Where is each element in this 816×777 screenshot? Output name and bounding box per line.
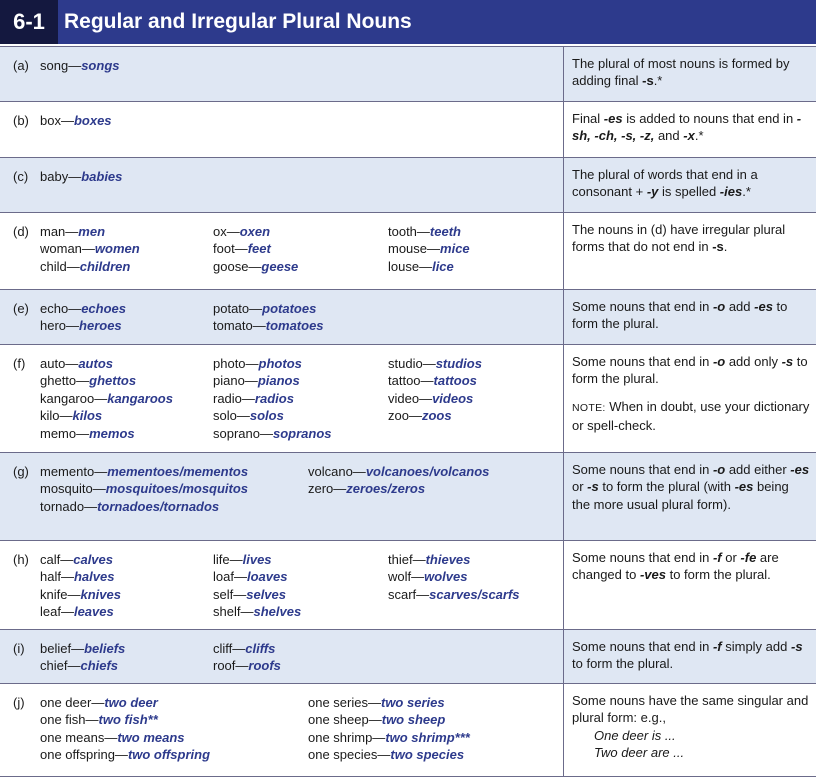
explanation-emphasis: -fe xyxy=(740,550,757,565)
plural-form: feet xyxy=(247,241,271,257)
singular-form: half— xyxy=(40,569,74,585)
plural-form: studios xyxy=(435,356,482,371)
row-label: (i) xyxy=(13,641,25,656)
singular-form: calf— xyxy=(40,552,74,567)
plural-form: mice xyxy=(440,241,470,257)
example-pair xyxy=(40,258,140,275)
singular-form: life— xyxy=(213,552,243,567)
example-pair xyxy=(388,355,482,372)
row-label: (c) xyxy=(13,169,29,184)
plural-form: tomatoes xyxy=(265,318,324,334)
plural-form: knives xyxy=(80,586,121,602)
singular-form: shelf— xyxy=(213,604,254,620)
example-column xyxy=(213,640,281,675)
explanation-emphasis: -es xyxy=(754,299,773,314)
singular-form: wolf— xyxy=(388,569,425,585)
example-pair xyxy=(40,390,173,407)
example-pair xyxy=(40,498,248,515)
plural-form: selves xyxy=(246,586,286,602)
example-pair xyxy=(388,390,482,407)
explanation-text: Some nouns that end in -o add either -es or -s to form the plural (with -es being the more usual plural form). xyxy=(572,462,810,512)
singular-form: tattoo— xyxy=(388,373,434,389)
singular-form: cliff— xyxy=(213,641,246,656)
example-pair xyxy=(40,729,210,746)
explanation-text: The nouns in (d) have irregular plural forms that do not end in -s. xyxy=(572,222,786,255)
example-column xyxy=(40,463,248,515)
example-pair xyxy=(40,480,248,497)
example-pair xyxy=(40,711,210,728)
chart-header xyxy=(0,0,816,44)
example-pair xyxy=(213,355,332,372)
example-pair xyxy=(388,223,470,240)
singular-form: mosquito— xyxy=(40,481,106,497)
singular-form: tooth— xyxy=(388,224,430,239)
plural-form: lives xyxy=(242,552,272,567)
singular-form: foot— xyxy=(213,241,248,257)
example-pair xyxy=(40,568,121,585)
example-column xyxy=(213,551,301,621)
explanation xyxy=(572,298,810,333)
example-column xyxy=(388,355,482,425)
table-row xyxy=(0,452,816,540)
example-pair xyxy=(213,300,324,317)
singular-form: song— xyxy=(40,58,82,73)
plural-form: sopranos xyxy=(272,425,332,441)
explanation xyxy=(572,638,810,673)
explanation-emphasis: -o xyxy=(712,299,726,314)
column-divider xyxy=(563,345,564,452)
singular-form: memo— xyxy=(40,425,90,441)
example-column xyxy=(40,300,126,335)
plural-form: pianos xyxy=(257,373,300,389)
example-pair xyxy=(40,317,126,334)
singular-form: loaf— xyxy=(213,569,247,585)
plural-form: oxen xyxy=(239,224,271,239)
plural-form: women xyxy=(94,241,140,257)
singular-form: louse— xyxy=(388,258,433,274)
example-column xyxy=(213,355,332,442)
example-pair xyxy=(40,168,122,185)
plural-form: two means xyxy=(117,729,185,745)
explanation xyxy=(572,549,810,584)
example-pair xyxy=(40,586,121,603)
column-divider xyxy=(563,213,564,289)
example-pair xyxy=(213,657,281,674)
example-pair xyxy=(40,355,173,372)
singular-form: one offspring— xyxy=(40,747,128,763)
plural-form: scarves/scarfs xyxy=(429,586,520,602)
singular-form: potato— xyxy=(213,301,263,316)
singular-form: kilo— xyxy=(40,408,73,424)
singular-form: solo— xyxy=(213,408,250,424)
singular-form: ox— xyxy=(213,224,240,239)
explanation xyxy=(572,461,810,513)
explanation-emphasis: -s xyxy=(587,479,599,495)
explanation xyxy=(572,166,810,201)
example-column xyxy=(308,694,470,764)
plural-form: wolves xyxy=(424,569,468,585)
column-divider xyxy=(563,630,564,683)
explanation-text: The plural of most nouns is formed by adding final -s.* xyxy=(572,56,790,89)
singular-form: tornado— xyxy=(40,498,98,514)
plural-form: echoes xyxy=(81,301,127,316)
example-column xyxy=(40,694,210,764)
example-pair xyxy=(40,300,126,317)
explanation-emphasis: -y xyxy=(646,184,659,200)
explanation xyxy=(572,221,810,256)
row-label: (e) xyxy=(13,301,29,316)
example-pair xyxy=(213,551,301,568)
plural-form: memos xyxy=(89,425,135,441)
singular-form: kangaroo— xyxy=(40,390,108,406)
example-pair xyxy=(388,551,520,568)
example-pair xyxy=(213,390,332,407)
row-label: (b) xyxy=(13,113,29,128)
example-column xyxy=(40,57,120,74)
explanation-example: Two deer are ... xyxy=(594,745,685,761)
singular-form: roof— xyxy=(213,658,249,674)
singular-form: radio— xyxy=(213,390,255,406)
example-pair xyxy=(213,425,332,442)
plural-form: loaves xyxy=(246,569,288,585)
explanation-text: Some nouns that end in -o add -es to form the plural. xyxy=(572,299,788,332)
plural-form: teeth xyxy=(429,224,461,239)
column-divider xyxy=(563,47,564,101)
footnote-mark: *** xyxy=(454,729,470,745)
explanation-emphasis: -es xyxy=(790,462,810,477)
explanation-text: Some nouns that end in -f simply add -s to form the plural. xyxy=(572,639,803,672)
plural-form: cliffs xyxy=(245,641,276,656)
plural-form: potatoes xyxy=(262,301,317,316)
singular-form: box— xyxy=(40,113,74,128)
explanation-emphasis: -es xyxy=(603,111,623,126)
plural-form: mementoes/mementos xyxy=(107,464,249,479)
example-column xyxy=(213,300,324,335)
example-pair xyxy=(388,568,520,585)
example-pair xyxy=(213,317,324,334)
singular-form: leaf— xyxy=(40,604,74,620)
table-row xyxy=(0,46,816,101)
plural-form: babies xyxy=(81,169,123,184)
chart-code: 6-1 xyxy=(0,0,58,44)
plural-form: children xyxy=(79,258,131,274)
explanation-emphasis: -s xyxy=(790,639,803,654)
plural-form: autos xyxy=(78,356,113,371)
plural-form: halves xyxy=(73,569,115,585)
explanation-emphasis: -s xyxy=(712,239,724,255)
explanation-emphasis: -o xyxy=(712,462,726,477)
singular-form: man— xyxy=(40,224,79,239)
chart-title: Regular and Irregular Plural Nouns xyxy=(64,10,412,33)
explanation-emphasis: NOTE: xyxy=(572,401,606,414)
plural-form: zeroes/zeros xyxy=(346,481,426,497)
singular-form: auto— xyxy=(40,356,79,371)
singular-form: one shrimp— xyxy=(308,729,386,745)
table-row xyxy=(0,212,816,289)
example-column xyxy=(40,355,173,442)
singular-form: memento— xyxy=(40,464,108,479)
row-label: (g) xyxy=(13,464,29,479)
singular-form: child— xyxy=(40,258,80,274)
singular-form: one series— xyxy=(308,695,381,710)
row-label: (j) xyxy=(13,695,25,710)
singular-form: belief— xyxy=(40,641,85,656)
example-pair xyxy=(40,223,140,240)
column-divider xyxy=(563,290,564,344)
plural-form: heroes xyxy=(79,318,122,334)
plural-form: two sheep xyxy=(381,712,446,728)
plural-form: two species xyxy=(390,747,465,763)
singular-form: video— xyxy=(388,390,433,406)
example-pair xyxy=(40,603,121,620)
example-pair xyxy=(40,372,173,389)
table-row xyxy=(0,540,816,629)
plural-form: kilos xyxy=(72,408,103,424)
example-pair xyxy=(40,463,248,480)
plural-form: chiefs xyxy=(80,658,119,674)
singular-form: zero— xyxy=(308,481,347,497)
plural-form: volcanoes/volcanos xyxy=(365,464,490,479)
example-pair xyxy=(388,372,482,389)
example-pair xyxy=(40,240,140,257)
example-pair xyxy=(40,425,173,442)
plural-form: men xyxy=(78,224,106,239)
explanation xyxy=(572,353,810,435)
plural-form: two shrimp xyxy=(385,729,455,745)
column-divider xyxy=(563,684,564,776)
explanation-emphasis: -f xyxy=(712,639,722,654)
example-pair xyxy=(40,640,125,657)
singular-form: one deer— xyxy=(40,695,105,710)
explanation-emphasis: -ves xyxy=(639,567,666,583)
plural-form: calves xyxy=(73,552,113,567)
singular-form: knife— xyxy=(40,586,81,602)
plural-form: beliefs xyxy=(84,641,126,656)
explanation xyxy=(572,55,810,90)
column-divider xyxy=(563,453,564,540)
plural-form: ghettos xyxy=(89,373,137,389)
singular-form: one species— xyxy=(308,747,391,763)
plural-form: two fish xyxy=(98,712,148,728)
example-column xyxy=(388,551,520,603)
table-row xyxy=(0,157,816,212)
example-pair xyxy=(213,223,298,240)
example-column xyxy=(213,223,298,275)
example-pair xyxy=(213,258,298,275)
example-pair xyxy=(213,640,281,657)
explanation-emphasis: -s xyxy=(642,73,654,89)
singular-form: photo— xyxy=(213,356,259,371)
row-label: (h) xyxy=(13,552,29,567)
example-column xyxy=(40,551,121,621)
table-row xyxy=(0,344,816,452)
example-pair xyxy=(213,407,332,424)
explanation-emphasis: -s xyxy=(781,354,794,369)
plural-form: leaves xyxy=(73,604,114,620)
example-column xyxy=(40,168,122,185)
row-label: (f) xyxy=(13,356,26,371)
example-pair xyxy=(388,240,470,257)
footnote-mark: ** xyxy=(147,712,158,728)
singular-form: ghetto— xyxy=(40,373,90,389)
singular-form: scarf— xyxy=(388,586,430,602)
explanation-emphasis: -sh, -ch, -s, -z, xyxy=(572,111,802,144)
example-pair xyxy=(213,586,301,603)
example-pair xyxy=(40,694,210,711)
example-pair xyxy=(40,551,121,568)
explanation-text: Some nouns that end in -o add only -s to form the plural. xyxy=(572,354,808,387)
example-pair xyxy=(308,711,470,728)
column-divider xyxy=(563,102,564,157)
explanation-emphasis: -es xyxy=(734,479,754,495)
explanation xyxy=(572,692,810,762)
plural-form: two offspring xyxy=(127,747,211,763)
explanation-example: One deer is ... xyxy=(594,727,676,743)
singular-form: volcano— xyxy=(308,464,366,479)
example-pair xyxy=(308,729,470,746)
plural-form: lice xyxy=(432,258,454,274)
example-column xyxy=(388,223,470,275)
table-row xyxy=(0,289,816,344)
example-pair xyxy=(40,112,112,129)
example-column xyxy=(40,223,140,275)
plural-form: tornadoes/tornados xyxy=(97,498,220,514)
singular-form: one fish— xyxy=(40,712,99,728)
example-pair xyxy=(308,480,489,497)
example-pair xyxy=(40,657,125,674)
example-column xyxy=(308,463,489,498)
column-divider xyxy=(563,541,564,629)
singular-form: woman— xyxy=(40,241,95,257)
row-label: (d) xyxy=(13,224,29,239)
plural-form: solos xyxy=(249,408,284,424)
row-label: (a) xyxy=(13,58,29,73)
explanation-text: Final -es is added to nouns that end in -sh, -ch, -s, -z, and -x.* xyxy=(572,111,802,144)
table-row xyxy=(0,683,816,776)
singular-form: studio— xyxy=(388,356,436,371)
table-row xyxy=(0,629,816,683)
plural-form: mosquitoes/mosquitos xyxy=(105,481,249,497)
singular-form: zoo— xyxy=(388,408,422,424)
singular-form: piano— xyxy=(213,373,258,389)
plural-form: boxes xyxy=(73,113,112,128)
example-pair xyxy=(40,407,173,424)
example-pair xyxy=(40,746,210,763)
plural-form: two series xyxy=(380,695,445,710)
example-pair xyxy=(388,407,482,424)
singular-form: thief— xyxy=(388,552,426,567)
explanation-emphasis: -f xyxy=(712,550,722,565)
singular-form: soprano— xyxy=(213,425,273,441)
example-pair xyxy=(213,603,301,620)
plural-form: photos xyxy=(258,356,302,371)
example-column xyxy=(40,640,125,675)
singular-form: echo— xyxy=(40,301,82,316)
table-row xyxy=(0,101,816,157)
example-pair xyxy=(308,694,470,711)
plural-form: kangaroos xyxy=(107,390,173,406)
plural-form: thieves xyxy=(425,552,471,567)
example-pair xyxy=(213,372,332,389)
plural-form: zoos xyxy=(421,408,452,424)
example-pair xyxy=(213,240,298,257)
singular-form: one sheep— xyxy=(308,712,382,728)
explanation xyxy=(572,110,810,145)
explanation-text: The plural of words that end in a consonant + -y is spelled -ies.* xyxy=(572,167,758,200)
singular-form: goose— xyxy=(213,258,262,274)
singular-form: mouse— xyxy=(388,241,441,257)
plural-form: videos xyxy=(432,390,474,406)
column-divider xyxy=(563,158,564,212)
example-pair xyxy=(308,463,489,480)
plural-form: two deer xyxy=(104,695,158,710)
explanation-note: NOTE: When in doubt, use your dictionary or spell-check. xyxy=(572,398,810,434)
explanation-emphasis: -ies xyxy=(719,184,743,200)
singular-form: tomato— xyxy=(213,318,266,334)
plural-form: tattoos xyxy=(433,373,477,389)
plural-form: radios xyxy=(254,390,294,406)
example-column xyxy=(40,112,112,129)
example-pair xyxy=(213,568,301,585)
explanation-text: Some nouns have the same singular and plural form: e.g., xyxy=(572,693,809,726)
explanation-emphasis: -x xyxy=(683,128,695,144)
singular-form: chief— xyxy=(40,658,81,674)
singular-form: one means— xyxy=(40,729,118,745)
singular-form: self— xyxy=(213,586,247,602)
example-pair xyxy=(388,586,520,603)
singular-form: hero— xyxy=(40,318,80,334)
explanation-text: Some nouns that end in -f or -fe are changed to -ves to form the plural. xyxy=(572,550,779,583)
plural-form: roofs xyxy=(248,658,281,674)
plural-form: songs xyxy=(81,58,120,73)
plural-form: geese xyxy=(261,258,299,274)
explanation-emphasis: -o xyxy=(712,354,726,369)
singular-form: baby— xyxy=(40,169,82,184)
example-pair xyxy=(308,746,470,763)
example-pair xyxy=(388,258,470,275)
plural-form: shelves xyxy=(253,604,302,620)
example-pair xyxy=(40,57,120,74)
